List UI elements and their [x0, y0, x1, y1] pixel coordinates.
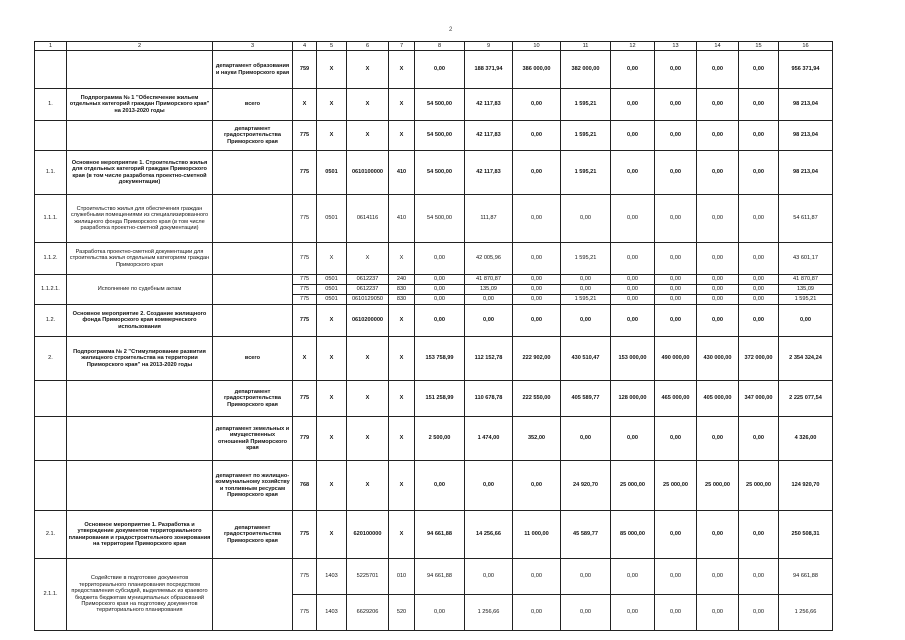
row-value: 0,00 — [655, 275, 697, 285]
row-value: 1 595,21 — [561, 89, 611, 121]
row-value: X — [347, 381, 389, 417]
row-value: 0,00 — [655, 595, 697, 631]
row-value: X — [317, 381, 347, 417]
row-value: 775 — [293, 151, 317, 195]
row-executor — [213, 559, 293, 631]
row-value: 14 256,66 — [465, 511, 513, 559]
row-executor: всего — [213, 89, 293, 121]
row-value: 352,00 — [513, 417, 561, 461]
table-row — [35, 559, 833, 595]
row-value: X — [389, 121, 415, 151]
row-value: X — [293, 337, 317, 381]
row-executor: всего — [213, 337, 293, 381]
row-executor — [213, 275, 293, 305]
row-value: 0501 — [317, 195, 347, 243]
row-value: 1 256,66 — [465, 595, 513, 631]
row-value: 0,00 — [611, 305, 655, 337]
row-value: X — [347, 121, 389, 151]
row-value: X — [317, 243, 347, 275]
row-value: 0,00 — [611, 417, 655, 461]
row-name — [67, 461, 213, 511]
table-row — [35, 337, 833, 381]
row-value: 759 — [293, 51, 317, 89]
row-name: Подпрограмма № 1 "Обеспечение жильем отдельных категорий граждан Приморского края" на 2013-2020 годы — [67, 89, 213, 121]
row-value: 830 — [389, 295, 415, 305]
row-value: 0,00 — [697, 285, 739, 295]
row-executor — [213, 243, 293, 275]
row-value: 0,00 — [465, 305, 513, 337]
row-value: 0,00 — [655, 121, 697, 151]
row-value: 0,00 — [415, 595, 465, 631]
row-executor: департамент по жилищно-коммунальному хозяйству и топливным ресурсам Приморского края — [213, 461, 293, 511]
row-value: 42 117,83 — [465, 151, 513, 195]
row-value: 25 000,00 — [611, 461, 655, 511]
row-value: 54 611,87 — [779, 195, 833, 243]
row-value: 0501 — [317, 295, 347, 305]
row-value: X — [389, 89, 415, 121]
row-value: 98 213,04 — [779, 121, 833, 151]
row-value: 0,00 — [739, 195, 779, 243]
row-number: 1. — [35, 89, 67, 121]
row-number — [35, 51, 67, 89]
row-value: 465 000,00 — [655, 381, 697, 417]
row-value: 0,00 — [697, 89, 739, 121]
row-value: 382 000,00 — [561, 51, 611, 89]
column-header: 6 — [347, 42, 389, 51]
row-value: 94 661,88 — [415, 511, 465, 559]
row-value: X — [347, 337, 389, 381]
column-header: 5 — [317, 42, 347, 51]
row-value: 775 — [293, 305, 317, 337]
row-value: 1403 — [317, 559, 347, 595]
row-value: 4 326,00 — [779, 417, 833, 461]
row-value: 0,00 — [465, 461, 513, 511]
row-number — [35, 461, 67, 511]
row-value: 2 354 324,24 — [779, 337, 833, 381]
row-value: 775 — [293, 595, 317, 631]
row-value: 0,00 — [415, 51, 465, 89]
column-header: 2 — [67, 42, 213, 51]
row-value: 0,00 — [697, 51, 739, 89]
row-value: 42 117,83 — [465, 89, 513, 121]
row-value: 111,87 — [465, 195, 513, 243]
row-value: 0,00 — [739, 275, 779, 285]
row-value: X — [317, 305, 347, 337]
row-value: 0,00 — [739, 243, 779, 275]
row-value: 0501 — [317, 275, 347, 285]
row-value: 430 510,47 — [561, 337, 611, 381]
row-value: 0501 — [317, 285, 347, 295]
row-name: Содействие в подготовке документов территориального планирования посредством предоставления субсидий, выделяемых из краевого бюджета бюджетам муниципальных образований Приморского края на подготовку документов территориального планирования — [67, 559, 213, 631]
row-value: 410 — [389, 151, 415, 195]
table-row — [35, 417, 833, 461]
row-executor — [213, 151, 293, 195]
row-value: 2 225 077,54 — [779, 381, 833, 417]
row-value: 0610129050 — [347, 295, 389, 305]
row-value: 0614116 — [347, 195, 389, 243]
row-value: 1403 — [317, 595, 347, 631]
row-value: 1 595,21 — [779, 295, 833, 305]
row-value: 0,00 — [697, 195, 739, 243]
row-value: 0,00 — [611, 285, 655, 295]
row-value: X — [389, 461, 415, 511]
row-value: X — [389, 337, 415, 381]
row-value: 0,00 — [739, 417, 779, 461]
row-value: 0,00 — [561, 595, 611, 631]
row-value: 11 000,00 — [513, 511, 561, 559]
row-name — [67, 417, 213, 461]
row-value: 0,00 — [561, 559, 611, 595]
row-value: 0610200000 — [347, 305, 389, 337]
row-value: 0,00 — [513, 243, 561, 275]
row-value: 0,00 — [655, 285, 697, 295]
row-number: 1.1.2. — [35, 243, 67, 275]
row-executor: департамент градостроительства Приморского края — [213, 381, 293, 417]
row-value: 775 — [293, 381, 317, 417]
table-row — [35, 151, 833, 195]
row-value: 222 550,00 — [513, 381, 561, 417]
row-value: 0,00 — [697, 243, 739, 275]
budget-table — [34, 41, 833, 631]
row-value: 0,00 — [697, 511, 739, 559]
row-executor: департамент градостроительства Приморского края — [213, 511, 293, 559]
row-value: 0,00 — [513, 559, 561, 595]
row-value: 0,00 — [415, 305, 465, 337]
row-value: 222 902,00 — [513, 337, 561, 381]
row-value: 0,00 — [611, 243, 655, 275]
row-value: 0,00 — [465, 559, 513, 595]
row-value: 0,00 — [415, 243, 465, 275]
column-header: 12 — [611, 42, 655, 51]
row-value: 42 117,83 — [465, 121, 513, 151]
row-value: 0,00 — [697, 295, 739, 305]
row-value: 153 000,00 — [611, 337, 655, 381]
row-value: X — [317, 461, 347, 511]
row-value: X — [317, 337, 347, 381]
row-value: 0,00 — [697, 151, 739, 195]
row-name: Основное мероприятие 1. Строительство жилья для отдельных категорий граждан Приморского края (в том числе разработка проектно-сметной документации) — [67, 151, 213, 195]
row-value: 620100000 — [347, 511, 389, 559]
table-row — [35, 243, 833, 275]
row-value: 0,00 — [561, 285, 611, 295]
row-value: 25 000,00 — [739, 461, 779, 511]
row-number: 2. — [35, 337, 67, 381]
row-value: 6629206 — [347, 595, 389, 631]
column-header: 16 — [779, 42, 833, 51]
row-value: 1 595,21 — [561, 243, 611, 275]
row-value: 0,00 — [513, 121, 561, 151]
row-value: 347 000,00 — [739, 381, 779, 417]
row-value: 0,00 — [513, 295, 561, 305]
row-value: 0,00 — [739, 595, 779, 631]
column-header: 8 — [415, 42, 465, 51]
row-value: 0,00 — [513, 275, 561, 285]
row-value: 54 500,00 — [415, 195, 465, 243]
row-value: X — [389, 381, 415, 417]
row-value: 188 371,94 — [465, 51, 513, 89]
row-value: 153 758,99 — [415, 337, 465, 381]
row-number: 1.1. — [35, 151, 67, 195]
row-value: 0,00 — [513, 151, 561, 195]
column-header: 7 — [389, 42, 415, 51]
row-name — [67, 51, 213, 89]
row-value: 0,00 — [739, 305, 779, 337]
table-row — [35, 195, 833, 243]
table-body — [35, 42, 833, 631]
row-executor — [213, 195, 293, 243]
row-value: 0,00 — [465, 295, 513, 305]
row-value: 0,00 — [655, 51, 697, 89]
row-value: 135,09 — [779, 285, 833, 295]
row-executor — [213, 305, 293, 337]
row-value: 0,00 — [611, 275, 655, 285]
row-value: 0,00 — [655, 295, 697, 305]
row-value: 0,00 — [611, 195, 655, 243]
row-value: 0,00 — [513, 89, 561, 121]
row-value: X — [389, 511, 415, 559]
row-value: X — [293, 89, 317, 121]
row-number — [35, 417, 67, 461]
row-value: 124 920,70 — [779, 461, 833, 511]
row-value: 25 000,00 — [655, 461, 697, 511]
row-value: 775 — [293, 243, 317, 275]
row-value: 0,00 — [415, 461, 465, 511]
row-value: 775 — [293, 511, 317, 559]
row-value: 0,00 — [739, 285, 779, 295]
row-name: Строительство жилья для обеспечения граждан служебными помещениями из специализированного жилищного фонда Приморского края (в том числе разработка проектно-сметной документации) — [67, 195, 213, 243]
table-row — [35, 51, 833, 89]
row-value: 0,00 — [611, 151, 655, 195]
row-value: 956 371,94 — [779, 51, 833, 89]
row-value: 0,00 — [611, 121, 655, 151]
row-value: 0,00 — [513, 195, 561, 243]
row-value: 0,00 — [697, 305, 739, 337]
row-value: 54 500,00 — [415, 89, 465, 121]
row-value: 0,00 — [655, 305, 697, 337]
row-value: 135,09 — [465, 285, 513, 295]
row-value: 372 000,00 — [739, 337, 779, 381]
row-value: 0,00 — [611, 559, 655, 595]
row-name: Подпрограмма № 2 "Стимулирование развития жилищного строительства на территории Приморского края" на 2013-2020 годы — [67, 337, 213, 381]
row-value: 110 678,78 — [465, 381, 513, 417]
row-number: 1.1.2.1. — [35, 275, 67, 305]
row-value: X — [389, 417, 415, 461]
column-header: 9 — [465, 42, 513, 51]
row-value: 0,00 — [697, 595, 739, 631]
row-value: 0,00 — [739, 151, 779, 195]
row-value: 0,00 — [513, 461, 561, 511]
row-value: 0,00 — [739, 121, 779, 151]
row-value: 386 000,00 — [513, 51, 561, 89]
row-value: 0,00 — [739, 511, 779, 559]
row-value: 405 589,77 — [561, 381, 611, 417]
row-value: X — [389, 243, 415, 275]
table-row — [35, 121, 833, 151]
row-value: 0,00 — [611, 51, 655, 89]
table-row — [35, 89, 833, 121]
row-value: 775 — [293, 275, 317, 285]
row-value: 0,00 — [655, 559, 697, 595]
row-value: 405 000,00 — [697, 381, 739, 417]
row-value: X — [317, 51, 347, 89]
row-value: 1 256,66 — [779, 595, 833, 631]
row-value: X — [389, 305, 415, 337]
row-value: 112 152,78 — [465, 337, 513, 381]
row-value: 0501 — [317, 151, 347, 195]
row-number: 2.1.1. — [35, 559, 67, 631]
row-value: 775 — [293, 285, 317, 295]
table-row — [35, 305, 833, 337]
row-value: X — [347, 89, 389, 121]
row-value: 0,00 — [513, 285, 561, 295]
row-value: 0,00 — [779, 305, 833, 337]
row-value: 94 661,88 — [415, 559, 465, 595]
column-header: 15 — [739, 42, 779, 51]
row-value: 0,00 — [415, 295, 465, 305]
row-value: 0,00 — [611, 595, 655, 631]
row-value: 0,00 — [697, 417, 739, 461]
row-value: 0,00 — [739, 89, 779, 121]
row-value: X — [347, 461, 389, 511]
row-value: 775 — [293, 121, 317, 151]
column-header: 1 — [35, 42, 67, 51]
row-value: 0,00 — [561, 275, 611, 285]
row-value: 0,00 — [739, 295, 779, 305]
row-value: 490 000,00 — [655, 337, 697, 381]
row-value: 775 — [293, 195, 317, 243]
row-value: 2 500,00 — [415, 417, 465, 461]
row-value: 410 — [389, 195, 415, 243]
row-value: 1 595,21 — [561, 295, 611, 305]
row-value: 45 589,77 — [561, 511, 611, 559]
row-executor: департамент градостроительства Приморского края — [213, 121, 293, 151]
row-value: 1 595,21 — [561, 121, 611, 151]
row-value: 0,00 — [739, 559, 779, 595]
column-header: 3 — [213, 42, 293, 51]
row-value: X — [347, 417, 389, 461]
row-value: 768 — [293, 461, 317, 511]
row-value: 520 — [389, 595, 415, 631]
row-value: 24 920,70 — [561, 461, 611, 511]
row-name — [67, 381, 213, 417]
row-value: 0,00 — [655, 417, 697, 461]
row-number — [35, 121, 67, 151]
table-row — [35, 381, 833, 417]
row-value: 830 — [389, 285, 415, 295]
row-value: 42 005,96 — [465, 243, 513, 275]
column-header: 14 — [697, 42, 739, 51]
row-name: Исполнение по судебным актам — [67, 275, 213, 305]
row-value: X — [317, 417, 347, 461]
row-value: 5225701 — [347, 559, 389, 595]
row-value: 98 213,04 — [779, 89, 833, 121]
row-value: 0,00 — [611, 89, 655, 121]
row-value: 0,00 — [655, 151, 697, 195]
row-value: 0,00 — [739, 51, 779, 89]
row-value: 85 000,00 — [611, 511, 655, 559]
row-value: 0,00 — [513, 305, 561, 337]
column-header: 11 — [561, 42, 611, 51]
table-row — [35, 461, 833, 511]
row-value: 128 000,00 — [611, 381, 655, 417]
row-value: 0,00 — [561, 417, 611, 461]
row-name: Разработка проектно-сметной документации для строительства жилья отдельным категориям граждан Приморского края — [67, 243, 213, 275]
row-value: 010 — [389, 559, 415, 595]
row-value: 0612237 — [347, 275, 389, 285]
row-executor: департамент земельных и имущественных отношений Приморского края — [213, 417, 293, 461]
row-value: 0,00 — [655, 195, 697, 243]
row-value: X — [347, 51, 389, 89]
row-value: 0,00 — [561, 195, 611, 243]
row-number: 1.1.1. — [35, 195, 67, 243]
row-value: 1 474,00 — [465, 417, 513, 461]
row-value: 0,00 — [697, 559, 739, 595]
row-value: X — [317, 121, 347, 151]
column-header-row — [35, 42, 833, 51]
row-value: 98 213,04 — [779, 151, 833, 195]
row-value: 41 870,87 — [465, 275, 513, 285]
row-value: 54 500,00 — [415, 121, 465, 151]
row-value: X — [317, 511, 347, 559]
row-value: 0,00 — [655, 511, 697, 559]
row-value: 94 661,88 — [779, 559, 833, 595]
row-name: Основное мероприятие 2. Создание жилищного фонда Приморского края коммерческого использования — [67, 305, 213, 337]
row-value: 0,00 — [415, 285, 465, 295]
column-header: 10 — [513, 42, 561, 51]
row-value: 0,00 — [655, 243, 697, 275]
row-value: X — [317, 89, 347, 121]
row-value: 240 — [389, 275, 415, 285]
row-value: 54 500,00 — [415, 151, 465, 195]
column-header: 4 — [293, 42, 317, 51]
table-row — [35, 511, 833, 559]
row-value: 779 — [293, 417, 317, 461]
row-value: 0610100000 — [347, 151, 389, 195]
row-value: 0,00 — [415, 275, 465, 285]
row-number: 1.2. — [35, 305, 67, 337]
column-header: 13 — [655, 42, 697, 51]
row-value: 0,00 — [561, 305, 611, 337]
row-value: 43 601,17 — [779, 243, 833, 275]
row-value: 25 000,00 — [697, 461, 739, 511]
row-number — [35, 381, 67, 417]
table-row — [35, 275, 833, 285]
row-value: 775 — [293, 295, 317, 305]
row-name: Основное мероприятие 1. Разработка и утверждение документов территориального планирования и градостроительного зонирования на территории Приморского края — [67, 511, 213, 559]
row-value: X — [347, 243, 389, 275]
page-number: 2 — [449, 27, 453, 33]
row-value: 0,00 — [697, 275, 739, 285]
row-value: 250 508,31 — [779, 511, 833, 559]
row-value: 0,00 — [697, 121, 739, 151]
row-value: 430 000,00 — [697, 337, 739, 381]
row-executor: департамент образования и науки Приморского края — [213, 51, 293, 89]
row-value: 775 — [293, 559, 317, 595]
row-value: X — [389, 51, 415, 89]
row-value: 0,00 — [611, 295, 655, 305]
row-number: 2.1. — [35, 511, 67, 559]
row-value: 0,00 — [655, 89, 697, 121]
row-value: 1 595,21 — [561, 151, 611, 195]
row-value: 0,00 — [513, 595, 561, 631]
row-value: 41 870,87 — [779, 275, 833, 285]
row-name — [67, 121, 213, 151]
row-value: 0612237 — [347, 285, 389, 295]
row-value: 151 258,99 — [415, 381, 465, 417]
